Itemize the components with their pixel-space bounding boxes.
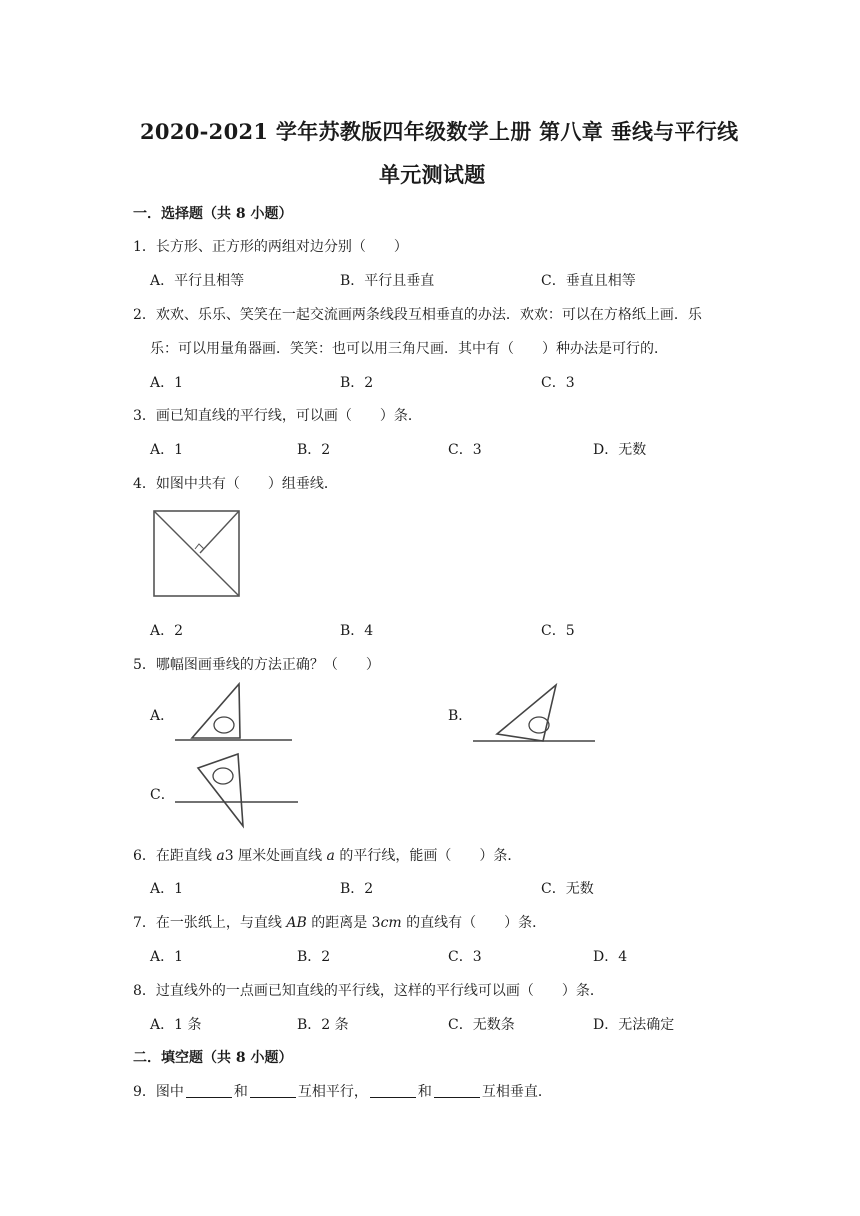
section-heading-choice: 一．选择题（共 8 小题） [133, 206, 293, 222]
q5-label-b: B． [448, 708, 473, 724]
q4-square-figure [148, 505, 246, 601]
q6-option-a: A．1 [150, 881, 184, 897]
q5-figure-b [470, 680, 598, 750]
q4-option-a: A．2 [150, 623, 184, 639]
q9-blank-1[interactable] [186, 1083, 232, 1098]
q5-figure-c [170, 750, 302, 830]
q1-option-b: B．平行且垂直 [340, 273, 435, 289]
q7-option-a: A．1 [150, 949, 184, 965]
q9-blank-2[interactable] [250, 1083, 296, 1098]
q5-label-c: C． [150, 787, 175, 803]
q2-option-a: A．1 [150, 375, 184, 391]
q5-label-a: A． [150, 708, 175, 724]
q8-option-b: B．2 条 [297, 1017, 349, 1033]
question-4: 4．如图中共有（ ）组垂线． [133, 476, 338, 492]
q3-option-d: D．无数 [593, 442, 647, 458]
q3-option-c: C．3 [448, 442, 482, 458]
question-2-line-2: 乐：可以用量角器画．笑笑：也可以用三角尺画．其中有（ ）种办法是可行的． [150, 341, 668, 357]
page-subtitle: 单元测试题 [379, 162, 486, 187]
q5-figure-a [170, 680, 295, 750]
q2-option-c: C．3 [541, 375, 575, 391]
q8-option-c: C．无数条 [448, 1017, 515, 1033]
q6-option-b: B．2 [340, 881, 374, 897]
question-5: 5．哪幅图画垂线的方法正确？（ ） [133, 657, 380, 673]
q6-option-c: C．无数 [541, 881, 594, 897]
q9-blank-4[interactable] [434, 1083, 480, 1098]
q1-option-a: A．平行且相等 [150, 273, 245, 289]
q9-blank-3[interactable] [370, 1083, 416, 1098]
page-title: 2020-2021 学年苏教版四年级数学上册 第八章 垂线与平行线 [140, 119, 739, 144]
q1-option-c: C．垂直且相等 [541, 273, 636, 289]
question-9: 9．图中 和 互相平行， 和 互相垂直． [133, 1084, 552, 1100]
q7-option-b: B．2 [297, 949, 331, 965]
question-2-line-1: 2．欢欢、乐乐、笑笑在一起交流画两条线段互相垂直的办法．欢欢：可以在方格纸上画．乐 [133, 307, 702, 323]
q4-option-b: B．4 [340, 623, 374, 639]
section-heading-fill-in: 二．填空题（共 8 小题） [133, 1050, 293, 1066]
question-7: 7．在一张纸上，与直线 AB 的距离是 3cm 的直线有（ ）条． [133, 915, 547, 931]
q7-option-d: D．4 [593, 949, 628, 965]
q3-option-b: B．2 [297, 442, 331, 458]
q7-option-c: C．3 [448, 949, 482, 965]
q3-option-a: A．1 [150, 442, 184, 458]
question-1: 1．长方形、正方形的两组对边分别（ ） [133, 239, 408, 255]
question-6: 6．在距直线 a3 厘米处画直线 a 的平行线，能画（ ）条． [133, 848, 522, 864]
q2-option-b: B．2 [340, 375, 374, 391]
q8-option-d: D．无法确定 [593, 1017, 675, 1033]
question-8: 8．过直线外的一点画已知直线的平行线，这样的平行线可以画（ ）条． [133, 983, 604, 999]
q4-option-c: C．5 [541, 623, 575, 639]
q8-option-a: A．1 条 [150, 1017, 202, 1033]
question-3: 3．画已知直线的平行线，可以画（ ）条． [133, 408, 422, 424]
